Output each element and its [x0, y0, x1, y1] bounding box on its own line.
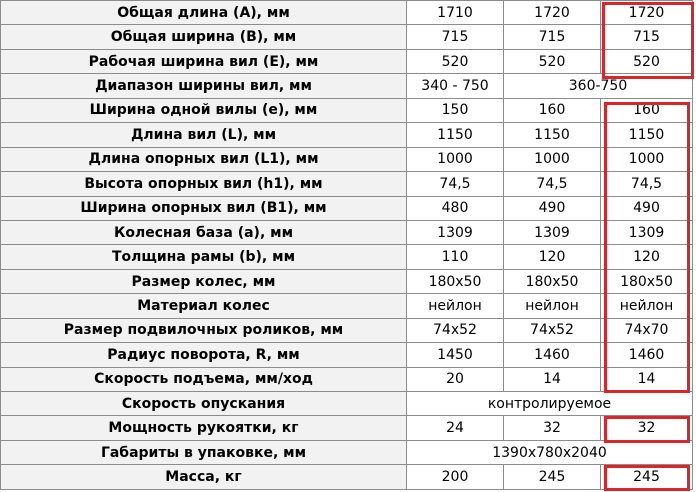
cell-value: 1390x780x2040 [407, 440, 693, 464]
cell-value: 160 [601, 98, 693, 122]
cell-value: 1000 [407, 147, 504, 171]
cell-value: 1710 [407, 1, 504, 25]
cell-value: 74,5 [504, 172, 601, 196]
table-row [1, 392, 693, 416]
row-label: Высота опорных вил (h1), мм [1, 172, 407, 196]
row-label: Ширина опорных вил (В1), мм [1, 196, 407, 220]
cell-value: 1150 [601, 123, 693, 147]
row-label: Рабочая ширина вил (Е), мм [1, 49, 407, 73]
table-row [1, 123, 693, 147]
cell-value: 1150 [407, 123, 504, 147]
table-row [1, 147, 693, 171]
cell-value: 360-750 [504, 74, 693, 98]
cell-value: 715 [601, 25, 693, 49]
cell-value: 1000 [601, 147, 693, 171]
cell-value: 1460 [601, 343, 693, 367]
cell-value: 1309 [407, 220, 504, 244]
cell-value: 1720 [601, 1, 693, 25]
row-label: Радиус поворота, R, мм [1, 343, 407, 367]
row-label: Диапазон ширины вил, мм [1, 74, 407, 98]
row-label: Длина вил (L), мм [1, 123, 407, 147]
cell-value: 180x50 [504, 269, 601, 293]
cell-value: 715 [407, 25, 504, 49]
row-label: Скорость опускания [1, 392, 407, 416]
cell-value: 1150 [504, 123, 601, 147]
row-label: Общая длина (А), мм [1, 1, 407, 25]
cell-value: 120 [601, 245, 693, 269]
cell-value: нейлон [504, 294, 601, 318]
cell-value: нейлон [407, 294, 504, 318]
table-row [1, 318, 693, 342]
table-row [1, 74, 693, 98]
row-label: Общая ширина (В), мм [1, 25, 407, 49]
cell-value: 24 [407, 416, 504, 440]
row-label: Размер подвилочных роликов, мм [1, 318, 407, 342]
table-row [1, 245, 693, 269]
cell-value: 480 [407, 196, 504, 220]
cell-value: 1000 [504, 147, 601, 171]
cell-value: 520 [407, 49, 504, 73]
table-row [1, 49, 693, 73]
row-label: Длина опорных вил (L1), мм [1, 147, 407, 171]
table-row [1, 367, 693, 391]
table-row [1, 172, 693, 196]
cell-value: 180x50 [407, 269, 504, 293]
cell-value: 32 [601, 416, 693, 440]
table-row [1, 98, 693, 122]
cell-value: 340 - 750 [407, 74, 504, 98]
cell-value: 32 [504, 416, 601, 440]
cell-value: 150 [407, 98, 504, 122]
row-label: Материал колес [1, 294, 407, 318]
cell-value: 1720 [504, 1, 601, 25]
cell-value: 245 [601, 465, 693, 490]
row-label: Мощность рукоятки, кг [1, 416, 407, 440]
cell-value: 1309 [601, 220, 693, 244]
cell-value: 520 [601, 49, 693, 73]
row-label: Толщина рамы (b), мм [1, 245, 407, 269]
cell-value: 74,5 [407, 172, 504, 196]
cell-value: 20 [407, 367, 504, 391]
cell-value: 715 [504, 25, 601, 49]
cell-value: контролируемое [407, 392, 693, 416]
cell-value: 490 [504, 196, 601, 220]
cell-value: 74x70 [601, 318, 693, 342]
table-row [1, 416, 693, 440]
table-row [1, 343, 693, 367]
cell-value: 120 [504, 245, 601, 269]
row-label: Масса, кг [1, 465, 407, 490]
cell-value: 14 [601, 367, 693, 391]
table-row [1, 220, 693, 244]
cell-value: 200 [407, 465, 504, 490]
row-label: Скорость подъема, мм/ход [1, 367, 407, 391]
cell-value: 1309 [504, 220, 601, 244]
cell-value: 490 [601, 196, 693, 220]
cell-value: 74,5 [601, 172, 693, 196]
row-label: Габариты в упаковке, мм [1, 440, 407, 464]
cell-value: 160 [504, 98, 601, 122]
cell-value: 520 [504, 49, 601, 73]
row-label: Размер колес, мм [1, 269, 407, 293]
row-label: Ширина одной вилы (е), мм [1, 98, 407, 122]
cell-value: 74x52 [504, 318, 601, 342]
row-label: Колесная база (а), мм [1, 220, 407, 244]
cell-value: 1450 [407, 343, 504, 367]
table-row [1, 1, 693, 25]
cell-value: 245 [504, 465, 601, 490]
cell-value: 110 [407, 245, 504, 269]
table-row [1, 465, 693, 490]
cell-value: 14 [504, 367, 601, 391]
table-row [1, 196, 693, 220]
table-row [1, 294, 693, 318]
cell-value: 180x50 [601, 269, 693, 293]
cell-value: нейлон [601, 294, 693, 318]
table-row [1, 25, 693, 49]
cell-value: 74x52 [407, 318, 504, 342]
table-row [1, 440, 693, 464]
cell-value: 1460 [504, 343, 601, 367]
table-row [1, 269, 693, 293]
